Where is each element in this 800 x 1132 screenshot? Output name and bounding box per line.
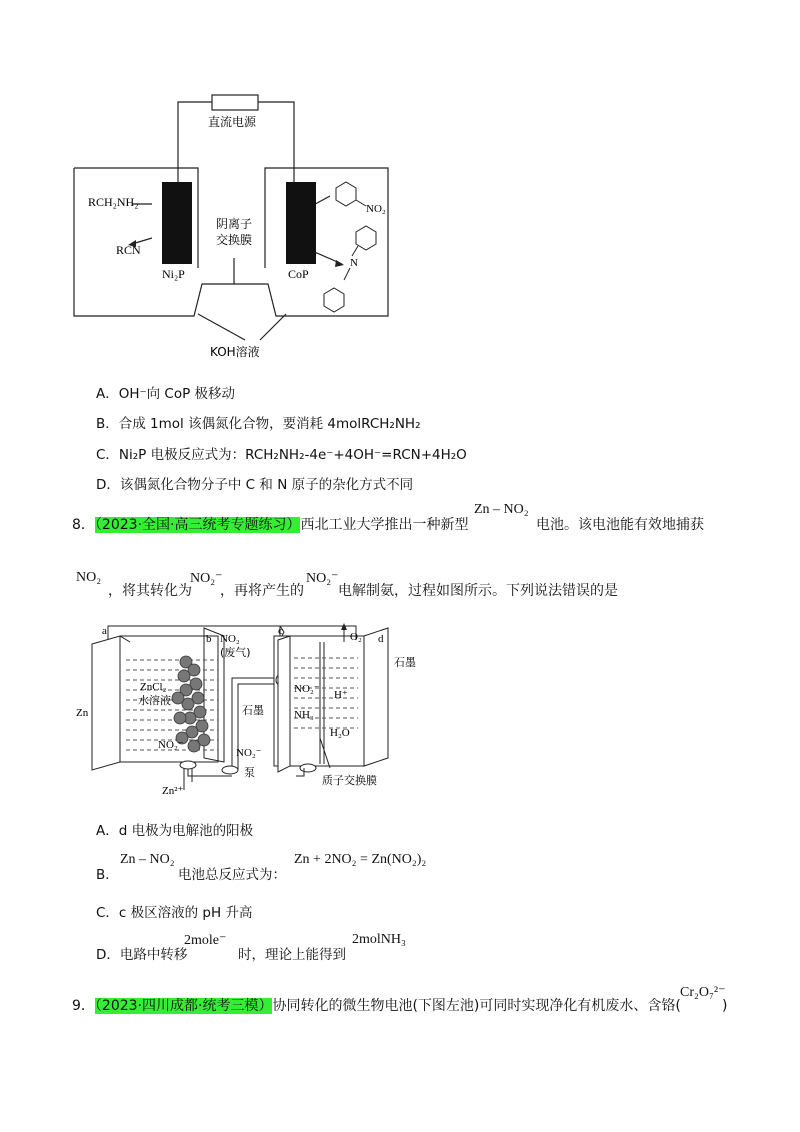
q8-option-d-formula1: 2mole⁻ (184, 933, 227, 948)
q8-number: 8． (72, 517, 95, 533)
q8-option-d-text: 时，理论上能得到 (238, 947, 346, 963)
label-d: d (378, 633, 384, 645)
label-nh3: NH₃ (294, 709, 314, 721)
no2-label: NO₂ (366, 203, 386, 215)
q8-option-b-text: 电池总反应式为： (178, 867, 286, 883)
label-waste: (废气) (220, 646, 251, 659)
label-no2-gas: NO₂ (220, 633, 240, 645)
rch2nh2-label: RCH₂NH₂ (88, 195, 139, 209)
label-c: c (278, 625, 283, 637)
q8-option-a: A．d 电极为电解池的阳极 (96, 823, 254, 839)
q9-text-end: ) (722, 998, 728, 1014)
label-graphite-mid: 石墨 (242, 704, 264, 717)
q7-option-b: B．合成 1mol 该偶氮化合物，要消耗 4molRCH₂NH₂ (96, 416, 421, 432)
q8-no2-a: NO₂ (76, 570, 102, 585)
koh-label: KOH溶液 (210, 345, 260, 359)
label-graphite-right: 石墨 (394, 656, 416, 669)
label-membrane: 质子交换膜 (322, 774, 377, 787)
q8-source-tag[interactable]: （2023·全国·高三统考专题练习） (94, 517, 301, 533)
label-no2-minus-pump: NO₂⁻ (236, 747, 262, 759)
q8-option-b-prefix: B． (96, 867, 119, 883)
label-zn2plus: Zn²⁺ (162, 785, 184, 797)
label-hplus: H⁺ (334, 689, 348, 701)
membrane-label-1: 阴离子 (216, 217, 253, 231)
label-a: a (102, 625, 107, 637)
label-b: b (206, 633, 212, 645)
q8-option-d-formula2: 2molNH₃ (352, 932, 406, 947)
label-pump: 泵 (244, 766, 255, 779)
ni2p-label: Ni₂P (162, 267, 185, 281)
q7-option-d: D．该偶氮化合物分子中 C 和 N 原子的杂化方式不同 (96, 477, 414, 493)
q8-no2-b: NO₂⁻ (306, 571, 339, 586)
label-no2-minus-left: NO₂⁻ (158, 739, 184, 751)
label-solution: 水溶液 (138, 694, 171, 707)
ni2p-electrode (162, 182, 192, 264)
q8-line2-text1: ，将其转化为 (108, 583, 192, 599)
cop-label: CoP (288, 267, 309, 281)
q9-stem (72, 997, 681, 1015)
figure-zn-no2-battery (68, 618, 428, 803)
cop-electrode (286, 182, 316, 264)
q8-no2-minus: NO₂⁻ (190, 571, 223, 586)
q8-stem-1: 西北工业大学推出一种新型 (300, 517, 469, 533)
n-label: N (350, 257, 358, 269)
label-o2: O₂ (350, 631, 362, 643)
q8-battery-formula: Zn – NO₂ (474, 502, 529, 517)
q8-stem-2: 电池。该电池能有效地捕获 (536, 517, 704, 533)
q7-option-c: C．Ni₂P 电极反应式为：RCH₂NH₂-4e⁻+4OH⁻=RCN+4H₂O (96, 447, 467, 463)
q9-text: 协同转化的微生物电池(下图左池)可同时实现净化有机废水、含铬( (272, 998, 681, 1014)
rcn-label: RCN (116, 243, 141, 257)
q9-formula: Cr₂O₇²⁻ (680, 985, 726, 1000)
figure-electrolysis-cell (60, 88, 420, 368)
q8-option-b-formula1: Zn – NO₂ (120, 852, 175, 867)
q8-line2-text2: ，再将产生的 (220, 583, 304, 599)
q8-line2-text3: 电解制氨，过程如图所示。下列说法错误的是 (338, 583, 618, 599)
power-label: 直流电源 (208, 115, 257, 129)
q9-source-tag[interactable]: （2023·四川成都·统考三模） (94, 998, 273, 1014)
q8-option-d-prefix: D．电路中转移 (96, 947, 188, 963)
membrane-label-2: 交换膜 (216, 233, 253, 247)
q8-option-c: C．c 极区溶液的 pH 升高 (96, 905, 253, 921)
label-zn: Zn (76, 707, 89, 719)
label-h2o: H₂O (330, 727, 350, 739)
label-no2-minus-cell: NO₂⁻ (294, 683, 320, 695)
q8-stem-line1 (72, 516, 468, 534)
label-zncl2: ZnCl₂ (140, 681, 167, 693)
q8-option-b-formula2: Zn + 2NO₂ = Zn(NO₂)₂ (294, 852, 427, 867)
q9-number: 9． (72, 998, 95, 1014)
q7-option-a: A．OH⁻向 CoP 极移动 (96, 386, 236, 402)
